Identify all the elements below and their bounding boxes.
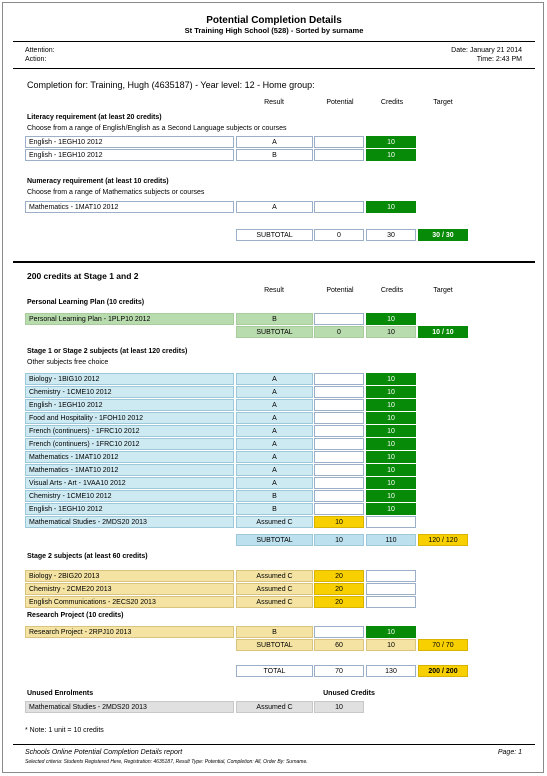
numeracy-note: Choose from a range of Mathematics subjects or courses [27,189,205,196]
subject-cell: Mathematical Studies - 2MDS20 2013 [25,516,234,528]
unused-title: Unused Enrolments [27,690,94,697]
report-title: Potential Completion Details [206,15,342,26]
result-cell: A [236,386,313,398]
credits-cell: 10 [366,399,416,411]
subtotal-potential: 0 [314,326,364,338]
subtotal-credits: 10 [366,326,416,338]
credits-cell: 10 [366,386,416,398]
subtotal-label: SUBTOTAL [236,534,313,546]
subject-cell: French (continuers) - 1FRC10 2012 [25,425,234,437]
subject-cell: English - 1EGH10 2012 [25,503,234,515]
col-result: Result [264,287,284,294]
subject-cell: Biology - 1BIG10 2012 [25,373,234,385]
credits-cell [366,570,416,582]
units-note: * Note: 1 unit = 10 credits [25,727,104,734]
potential-cell [314,399,364,411]
potential-cell [314,373,364,385]
s12-title: Stage 1 or Stage 2 subjects (at least 120 credits) [27,348,188,355]
result-cell: Assumed C [236,570,313,582]
credits-cell: 10 [366,425,416,437]
credits-cell: 10 [366,503,416,515]
result-cell: A [236,438,313,450]
total-target: 200 / 200 [418,665,468,677]
footer-report: Schools Online Potential Completion Details report [25,749,183,756]
subject-cell: Chemistry - 2CME20 2013 [25,583,234,595]
credits-cell [366,516,416,528]
col-target: Target [433,287,453,294]
result-cell: Assumed C [236,583,313,595]
result-cell: Assumed C [236,516,313,528]
student-heading: Completion for: Training, Hugh (4635187) - Year level: 12 - Home group: [27,80,315,90]
s12-note: Other subjects free choice [27,359,109,366]
result-cell: B [236,503,313,515]
credits-cell [366,583,416,595]
potential-cell [314,412,364,424]
potential-cell [314,136,364,148]
potential-cell: 10 [314,516,364,528]
credits-cell: 10 [366,490,416,502]
s2-title: Stage 2 subjects (at least 60 credits) [27,553,148,560]
credits-cell: 10 [366,136,416,148]
potential-cell [314,503,364,515]
footer-page: Page: 1 [497,749,522,756]
credits-cell: 10 [366,149,416,161]
subtotal-label: SUBTOTAL [236,639,313,651]
subtotal-credits: 10 [366,639,416,651]
potential-cell [314,149,364,161]
result-cell: A [236,464,313,476]
result-cell: A [236,412,313,424]
result-cell: A [236,477,313,489]
subtotal-target: 70 / 70 [418,639,468,651]
report-page [2,2,544,773]
potential-cell [314,313,364,325]
subtotal-target: 10 / 10 [418,326,468,338]
unused-credits-header: Unused Credits [323,690,375,697]
potential-cell: 20 [314,583,364,595]
potential-cell [314,451,364,463]
credits-cell: 10 [366,464,416,476]
col-credits: Credits [380,287,404,294]
result-cell: B [236,149,313,161]
subject-cell: Mathematics - 1MAT10 2012 [25,451,234,463]
subject-cell: Research Project - 2RPJ10 2013 [25,626,234,638]
subtotal-potential: 10 [314,534,364,546]
result-cell: B [236,490,313,502]
subject-cell: English Communications - 2ECS20 2013 [25,596,234,608]
col-result: Result [264,99,284,106]
numeracy-title: Numeracy requirement (at least 10 credits) [27,178,169,185]
potential-cell [314,438,364,450]
result-cell: A [236,201,313,213]
unused-credits-cell: 10 [314,701,364,713]
potential-cell [314,490,364,502]
credits-cell: 10 [366,477,416,489]
result-cell: A [236,451,313,463]
subject-cell: Chemistry - 1CME10 2012 [25,490,234,502]
subject-cell: Food and Hospitality - 1FOH10 2012 [25,412,234,424]
result-cell: B [236,313,313,325]
footer-criteria: Selected criteria: Students Registered Here, Registration: 4635187, Result Type: Potential, Completion: All, Order By: Surname. [25,759,308,765]
col-potential: Potential [326,287,354,294]
rp-title: Research Project (10 credits) [27,612,124,619]
result-cell: B [236,626,313,638]
attention-label: Attention: [25,47,55,54]
potential-cell: 20 [314,570,364,582]
subject-cell: Visual Arts - Art - 1VAA10 2012 [25,477,234,489]
subtotal-label: SUBTOTAL [236,326,313,338]
potential-cell [314,477,364,489]
subject-cell: Biology - 2BIG20 2013 [25,570,234,582]
header-divider-2 [13,68,535,69]
action-label: Action: [25,56,47,63]
header-divider [13,41,535,42]
subject-cell: Personal Learning Plan - 1PLP10 2012 [25,313,234,325]
credits-cell: 10 [366,373,416,385]
stage-title: 200 credits at Stage 1 and 2 [27,271,139,281]
subtotal-credits: 110 [366,534,416,546]
literacy-title: Literacy requirement (at least 20 credits) [27,114,162,121]
subject-cell: Mathematics - 1MAT10 2012 [25,464,234,476]
result-cell: Assumed C [236,701,313,713]
potential-cell [314,464,364,476]
col-credits: Credits [380,99,404,106]
potential-cell: 20 [314,596,364,608]
subject-cell: English - 1EGH10 2012 [25,399,234,411]
credits-cell: 10 [366,412,416,424]
subtotal-label: SUBTOTAL [236,229,313,241]
subject-cell: Chemistry - 1CME10 2012 [25,386,234,398]
subtotal-potential: 0 [314,229,364,241]
subtotal-target: 30 / 30 [418,229,468,241]
report-subtitle: St Training High School (528) - Sorted by surname [184,26,364,35]
credits-cell: 10 [366,201,416,213]
result-cell: A [236,425,313,437]
subject-cell: English - 1EGH10 2012 [25,149,234,161]
subtotal-potential: 60 [314,639,364,651]
potential-cell [314,386,364,398]
col-target: Target [433,99,453,106]
credits-cell [366,596,416,608]
subject-cell: English - 1EGH10 2012 [25,136,234,148]
total-credits: 130 [366,665,416,677]
credits-cell: 10 [366,438,416,450]
total-potential: 70 [314,665,364,677]
literacy-note: Choose from a range of English/English as a Second Language subjects or courses [27,125,287,132]
subtotal-target: 120 / 120 [418,534,468,546]
subject-cell: Mathematical Studies - 2MDS20 2013 [25,701,234,713]
subtotal-credits: 30 [366,229,416,241]
credits-cell: 10 [366,451,416,463]
result-cell: A [236,136,313,148]
plp-title: Personal Learning Plan (10 credits) [27,299,145,306]
credits-cell: 10 [366,313,416,325]
report-time: Time: 2:43 PM [476,56,522,63]
col-potential: Potential [326,99,354,106]
potential-cell [314,201,364,213]
subject-cell: Mathematics - 1MAT10 2012 [25,201,234,213]
potential-cell [314,626,364,638]
total-label: TOTAL [236,665,313,677]
footer-divider [13,744,535,745]
result-cell: Assumed C [236,596,313,608]
credits-cell: 10 [366,626,416,638]
report-date: Date: January 21 2014 [451,47,522,54]
subject-cell: French (continuers) - 1FRC10 2012 [25,438,234,450]
result-cell: A [236,373,313,385]
section-divider [13,261,535,263]
potential-cell [314,425,364,437]
result-cell: A [236,399,313,411]
